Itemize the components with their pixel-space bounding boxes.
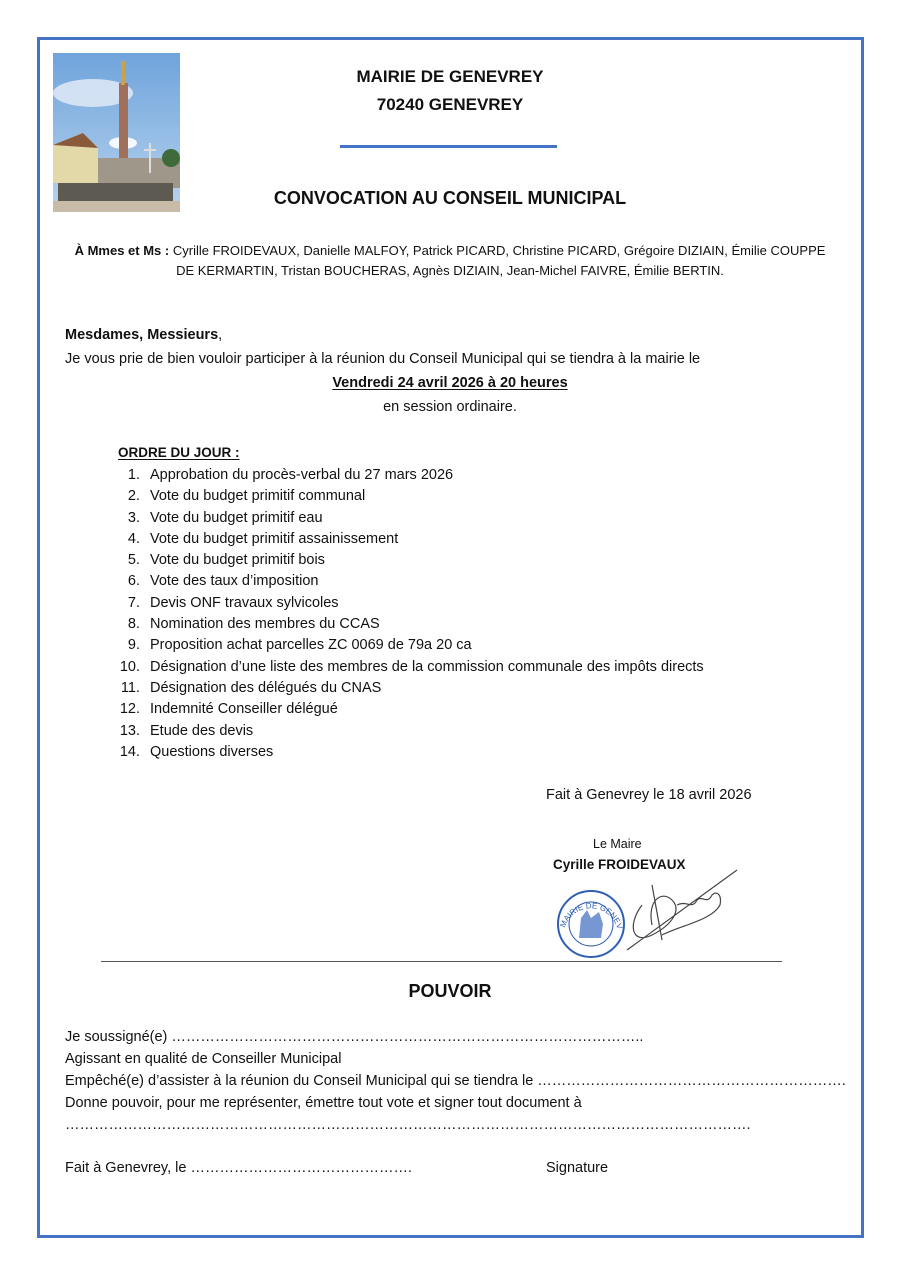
agenda-item-text: Vote du budget primitif eau [150, 509, 323, 526]
agenda-item-text: Désignation des délégués du CNAS [150, 679, 382, 696]
agenda-item-number: 5. [127, 552, 140, 569]
session-type: en session ordinaire. [383, 399, 517, 415]
document-title: CONVOCATION AU CONSEIL MUNICIPAL [273, 188, 627, 208]
agenda-item-number: 7. [127, 594, 140, 611]
agenda-item [110, 635, 704, 656]
greeting-comma: , [218, 327, 223, 343]
agenda-item-text: Devis ONF travaux sylvicoles [150, 594, 339, 611]
agenda-item [110, 486, 704, 507]
agenda-item-number: 12. [119, 701, 140, 718]
agenda-item [110, 571, 704, 592]
pouvoir-line-1: Je soussigné(e) …………………………………………………………………………………….. [65, 1029, 644, 1045]
agenda-item-number: 3. [127, 509, 140, 526]
agenda-item [110, 614, 704, 635]
agenda-item-number: 10. [119, 658, 140, 675]
place-date: Fait à Genevrey le 18 avril 2026 [546, 787, 752, 803]
meeting-date-text: Vendredi 24 avril 2026 à 20 heures [332, 375, 568, 391]
agenda-item-text: Vote du budget primitif communal [150, 488, 366, 505]
town-hall-stamp [555, 888, 627, 965]
agenda-item-text: Vote des taux d’imposition [150, 573, 319, 590]
svg-text:MAIRIE DE GENEVREY: MAIRIE DE GENEV [558, 901, 625, 931]
agenda-heading-text: ORDRE DU JOUR : [118, 445, 240, 460]
agenda-item-number: 4. [127, 530, 140, 547]
greeting [65, 327, 222, 343]
agenda-item-text: Questions diverses [150, 743, 274, 760]
agenda-item [110, 721, 704, 742]
section-divider [101, 961, 782, 962]
greeting-text: Mesdames, Messieurs [65, 327, 219, 343]
agenda-item-number: 6. [127, 573, 140, 590]
agenda-item [110, 465, 704, 486]
agenda-item-number: 13. [119, 722, 140, 739]
pouvoir-title: POUVOIR [408, 981, 492, 1001]
pouvoir-line-3: Empêché(e) d’assister à la réunion du Conseil Municipal qui se tiendra le ………………………………………………………. [65, 1073, 846, 1089]
agenda-item-number: 2. [127, 488, 140, 505]
agenda-item [110, 529, 704, 550]
mayor-signature [622, 865, 742, 960]
pouvoir-line-5: ……………………………………………………………………………………………………………………………. [65, 1117, 751, 1133]
agenda-item-number: 14. [119, 743, 140, 760]
agenda-item-number: 1. [127, 467, 140, 483]
pouvoir-line-4: Donne pouvoir, pour me représenter, émettre tout vote et signer tout document à [65, 1095, 582, 1111]
recipients-label: À Mmes et Ms : [74, 243, 170, 258]
recipients-names-1: Cyrille FROIDEVAUX, Danielle MALFOY, Patrick PICARD, Christine PICARD, Grégoire DIZIAIN, Émilie COUPPE [169, 243, 826, 258]
agenda-item [110, 657, 704, 678]
mayor-name: Cyrille FROIDEVAUX [553, 857, 686, 872]
meeting-date [0, 375, 900, 391]
header-divider [340, 145, 557, 148]
agenda-item [110, 742, 704, 763]
agenda-item [110, 508, 704, 529]
pouvoir-line-2: Agissant en qualité de Conseiller Municipal [65, 1051, 342, 1067]
agenda-item-text: Vote du budget primitif assainissement [150, 530, 399, 547]
recipients-line-1 [0, 243, 900, 258]
agenda-heading [118, 445, 240, 460]
pouvoir-signature-label: Signature [546, 1160, 609, 1176]
agenda-item-text: Approbation du procès-verbal du 27 mars 2026 [150, 467, 454, 483]
agenda-item-text: Vote du budget primitif bois [150, 552, 325, 569]
agenda-item-number: 9. [127, 637, 140, 654]
agenda-item [110, 678, 704, 699]
agenda-item-number: 11. [120, 679, 140, 696]
agenda-item-text: Proposition achat parcelles ZC 0069 de 79a 20 ca [150, 637, 472, 654]
intro-text: Je vous prie de bien vouloir participer à la réunion du Conseil Municipal qui se tiendra à la mairie le [65, 351, 701, 367]
mairie-address: 70240 GENEVREY [376, 95, 524, 114]
agenda-item-text: Nomination des membres du CCAS [150, 616, 380, 633]
agenda-item-text: Etude des devis [150, 722, 254, 739]
recipients-line-2: DE KERMARTIN, Tristan BOUCHERAS, Agnès DIZIAIN, Jean-Michel FAIVRE, Émilie BERTIN. [176, 263, 724, 278]
agenda-item-text: Désignation d’une liste des membres de la commission communale des impôts directs [150, 658, 704, 675]
agenda-list [110, 465, 704, 763]
mairie-name: MAIRIE DE GENEVREY [356, 67, 544, 86]
agenda-item [110, 699, 704, 720]
agenda-item [110, 593, 704, 614]
agenda-item [110, 550, 704, 571]
pouvoir-place-date: Fait à Genevrey, le ………………………………………. [65, 1160, 412, 1176]
agenda-item-text: Indemnité Conseiller délégué [150, 701, 338, 718]
agenda-item-number: 8. [127, 616, 140, 633]
mayor-role: Le Maire [593, 837, 642, 851]
